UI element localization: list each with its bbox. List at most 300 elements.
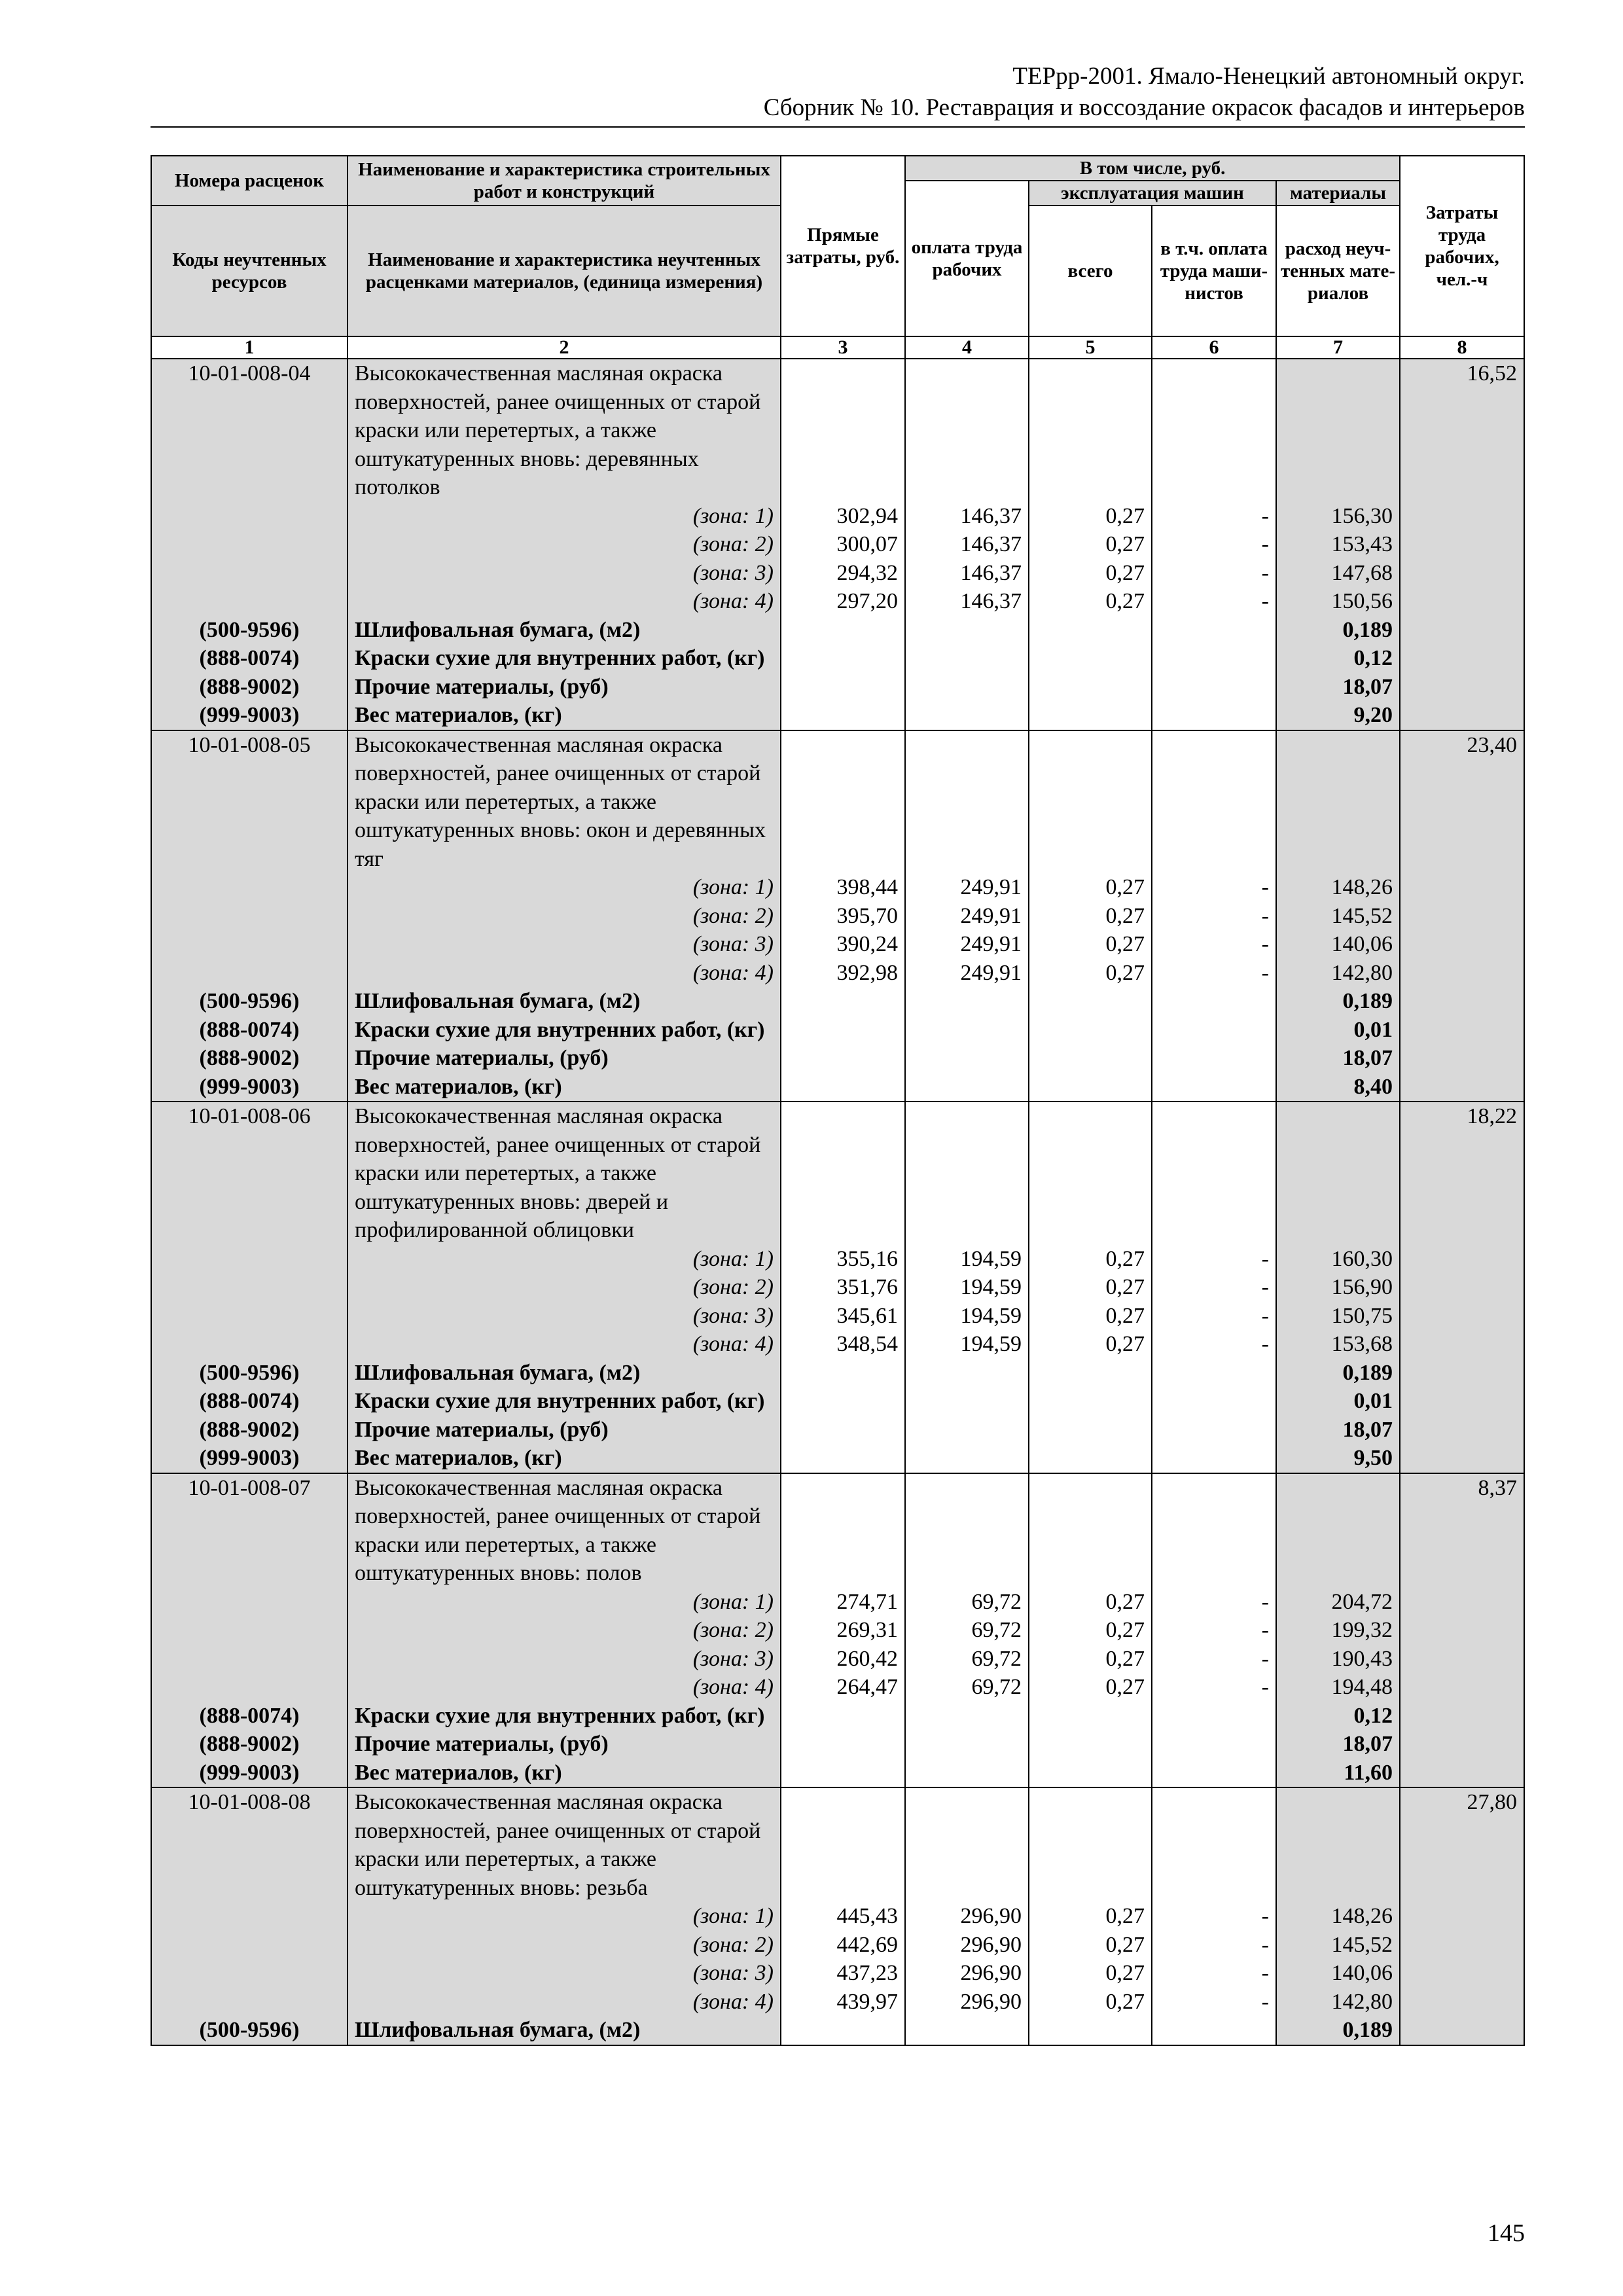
col-number: 5 xyxy=(1029,336,1152,359)
empty-cell xyxy=(781,616,905,645)
materials-cost: 150,75 xyxy=(1276,1302,1400,1331)
empty-cell xyxy=(1029,1416,1152,1444)
resource-code: (888-0074) xyxy=(151,1387,348,1416)
col1-bottom-header: Коды неучтенных ресурсов xyxy=(151,206,348,336)
zone-row xyxy=(151,959,1524,988)
resource-qty: 0,01 xyxy=(1276,1016,1400,1045)
resource-code: (888-0074) xyxy=(151,644,348,673)
empty-cell xyxy=(1152,1787,1276,1902)
col-number: 8 xyxy=(1400,336,1524,359)
machines-header: эксплуатация машин xyxy=(1029,181,1276,206)
empty-cell xyxy=(1400,1988,1524,2017)
machinist-wages: - xyxy=(1152,1616,1276,1645)
worker-wages: 69,72 xyxy=(905,1645,1029,1674)
zone-label: (зона: 4) xyxy=(348,587,781,616)
empty-cell xyxy=(1276,1473,1400,1588)
resource-code: (888-9002) xyxy=(151,1044,348,1073)
empty-cell xyxy=(151,559,348,588)
empty-cell xyxy=(1152,2016,1276,2045)
col3-header: Прямые затраты, руб. xyxy=(781,156,905,336)
empty-cell xyxy=(905,673,1029,702)
empty-cell xyxy=(781,2016,905,2045)
empty-cell xyxy=(1029,644,1152,673)
direct-cost: 437,23 xyxy=(781,1959,905,1988)
machines-total: 0,27 xyxy=(1029,1588,1152,1617)
empty-cell xyxy=(1029,730,1152,874)
rate-row xyxy=(151,730,1524,874)
empty-cell xyxy=(781,1473,905,1588)
empty-cell xyxy=(1400,1616,1524,1645)
machines-total: 0,27 xyxy=(1029,902,1152,931)
empty-cell xyxy=(905,1702,1029,1731)
zone-row xyxy=(151,1902,1524,1931)
empty-cell xyxy=(1400,1702,1524,1731)
empty-cell xyxy=(781,987,905,1016)
worker-wages: 296,90 xyxy=(905,1931,1029,1960)
rate-group xyxy=(151,1787,1524,2045)
empty-cell xyxy=(905,1016,1029,1045)
resource-qty: 18,07 xyxy=(1276,1730,1400,1759)
machinist-wages: - xyxy=(1152,1645,1276,1674)
empty-cell xyxy=(1029,2016,1152,2045)
direct-cost: 264,47 xyxy=(781,1673,905,1702)
rate-name: Высококачественная масляная окраска поверхностей, ранее очищенных от старой краски или перетертых, а также оштукатуренных вновь: окон и деревянных тяг xyxy=(348,730,781,874)
empty-cell xyxy=(1152,1416,1276,1444)
empty-cell xyxy=(151,1959,348,1988)
materials-cost: 148,26 xyxy=(1276,873,1400,902)
direct-cost: 348,54 xyxy=(781,1330,905,1359)
col-number: 1 xyxy=(151,336,348,359)
empty-cell xyxy=(781,1016,905,1045)
resource-row xyxy=(151,1073,1524,1102)
rate-group xyxy=(151,730,1524,1102)
labor-cost: 23,40 xyxy=(1400,730,1524,874)
resource-row xyxy=(151,616,1524,645)
empty-cell xyxy=(151,1330,348,1359)
zone-label: (зона: 2) xyxy=(348,530,781,559)
zone-row xyxy=(151,873,1524,902)
header-rule xyxy=(151,126,1525,128)
empty-cell xyxy=(1152,1359,1276,1388)
col5-header: всего xyxy=(1029,206,1152,336)
machines-total: 0,27 xyxy=(1029,587,1152,616)
zone-label: (зона: 1) xyxy=(348,1588,781,1617)
empty-cell xyxy=(781,1359,905,1388)
empty-cell xyxy=(1400,1645,1524,1674)
worker-wages: 249,91 xyxy=(905,959,1029,988)
direct-cost: 442,69 xyxy=(781,1931,905,1960)
empty-cell xyxy=(1029,359,1152,502)
resource-row xyxy=(151,1387,1524,1416)
direct-cost: 294,32 xyxy=(781,559,905,588)
resource-name: Вес материалов, (кг) xyxy=(348,1759,781,1788)
rate-group xyxy=(151,359,1524,730)
machines-total: 0,27 xyxy=(1029,1931,1152,1960)
rate-row xyxy=(151,1102,1524,1245)
machines-total: 0,27 xyxy=(1029,1959,1152,1988)
empty-cell xyxy=(151,1302,348,1331)
empty-cell xyxy=(1400,1759,1524,1788)
empty-cell xyxy=(781,1730,905,1759)
zone-row xyxy=(151,559,1524,588)
direct-cost: 390,24 xyxy=(781,930,905,959)
machines-total: 0,27 xyxy=(1029,1673,1152,1702)
empty-cell xyxy=(1152,1444,1276,1473)
empty-cell xyxy=(1276,1102,1400,1245)
resource-name: Прочие материалы, (руб) xyxy=(348,1044,781,1073)
resource-row xyxy=(151,701,1524,730)
zone-label: (зона: 2) xyxy=(348,1931,781,1960)
empty-cell xyxy=(905,1073,1029,1102)
empty-cell xyxy=(151,1273,348,1302)
materials-cost: 156,30 xyxy=(1276,502,1400,531)
resource-name: Прочие материалы, (руб) xyxy=(348,1416,781,1444)
machinist-wages: - xyxy=(1152,1931,1276,1960)
zone-row xyxy=(151,502,1524,531)
zone-label: (зона: 3) xyxy=(348,1645,781,1674)
empty-cell xyxy=(1152,1044,1276,1073)
empty-cell xyxy=(1152,1702,1276,1731)
empty-cell xyxy=(1400,644,1524,673)
worker-wages: 249,91 xyxy=(905,873,1029,902)
zone-row xyxy=(151,902,1524,931)
empty-cell xyxy=(1400,1273,1524,1302)
col1-top-header: Номера расценок xyxy=(151,156,348,206)
zone-row xyxy=(151,1645,1524,1674)
empty-cell xyxy=(1029,1473,1152,1588)
empty-cell xyxy=(151,1645,348,1674)
resource-name: Шлифовальная бумага, (м2) xyxy=(348,1359,781,1388)
machinist-wages: - xyxy=(1152,873,1276,902)
resource-code: (888-9002) xyxy=(151,673,348,702)
empty-cell xyxy=(151,587,348,616)
rate-code: 10-01-008-08 xyxy=(151,1787,348,1902)
empty-cell xyxy=(151,1673,348,1702)
machinist-wages: - xyxy=(1152,930,1276,959)
resource-name: Краски сухие для внутренних работ, (кг) xyxy=(348,644,781,673)
resource-code: (888-0074) xyxy=(151,1702,348,1731)
zone-row xyxy=(151,587,1524,616)
empty-cell xyxy=(781,1787,905,1902)
machinist-wages: - xyxy=(1152,1302,1276,1331)
worker-wages: 249,91 xyxy=(905,930,1029,959)
resource-row xyxy=(151,987,1524,1016)
rate-group xyxy=(151,1102,1524,1473)
resource-name: Прочие материалы, (руб) xyxy=(348,1730,781,1759)
machines-total: 0,27 xyxy=(1029,1302,1152,1331)
empty-cell xyxy=(1029,701,1152,730)
empty-cell xyxy=(1400,1444,1524,1473)
worker-wages: 146,37 xyxy=(905,559,1029,588)
empty-cell xyxy=(1400,1416,1524,1444)
empty-cell xyxy=(1400,1673,1524,1702)
empty-cell xyxy=(1400,930,1524,959)
machinist-wages: - xyxy=(1152,530,1276,559)
empty-cell xyxy=(905,1416,1029,1444)
empty-cell xyxy=(1029,1702,1152,1731)
direct-cost: 345,61 xyxy=(781,1302,905,1331)
resource-name: Шлифовальная бумага, (м2) xyxy=(348,2016,781,2045)
machines-total: 0,27 xyxy=(1029,1645,1152,1674)
machinist-wages: - xyxy=(1152,1988,1276,2017)
empty-cell xyxy=(1400,701,1524,730)
zone-row xyxy=(151,1673,1524,1702)
empty-cell xyxy=(151,1931,348,1960)
empty-cell xyxy=(1152,1730,1276,1759)
rate-code: 10-01-008-05 xyxy=(151,730,348,874)
empty-cell xyxy=(1152,987,1276,1016)
empty-cell xyxy=(905,1787,1029,1902)
empty-cell xyxy=(905,1387,1029,1416)
materials-cost: 142,80 xyxy=(1276,959,1400,988)
empty-cell xyxy=(905,616,1029,645)
materials-cost: 199,32 xyxy=(1276,1616,1400,1645)
resource-row xyxy=(151,673,1524,702)
empty-cell xyxy=(1029,1102,1152,1245)
zone-label: (зона: 4) xyxy=(348,1330,781,1359)
direct-cost: 274,71 xyxy=(781,1588,905,1617)
materials-cost: 160,30 xyxy=(1276,1245,1400,1274)
zone-label: (зона: 3) xyxy=(348,930,781,959)
machinist-wages: - xyxy=(1152,1330,1276,1359)
machines-total: 0,27 xyxy=(1029,502,1152,531)
materials-cost: 153,68 xyxy=(1276,1330,1400,1359)
col-number: 6 xyxy=(1152,336,1276,359)
labor-cost: 18,22 xyxy=(1400,1102,1524,1245)
machinist-wages: - xyxy=(1152,1959,1276,1988)
machines-total: 0,27 xyxy=(1029,1902,1152,1931)
empty-cell xyxy=(905,1044,1029,1073)
empty-cell xyxy=(1400,1016,1524,1045)
machines-total: 0,27 xyxy=(1029,559,1152,588)
materials-cost: 145,52 xyxy=(1276,902,1400,931)
empty-cell xyxy=(1400,1330,1524,1359)
resource-name: Краски сухие для внутренних работ, (кг) xyxy=(348,1702,781,1731)
empty-cell xyxy=(151,1616,348,1645)
resource-code: (999-9003) xyxy=(151,1444,348,1473)
empty-cell xyxy=(1029,1016,1152,1045)
zone-row xyxy=(151,1588,1524,1617)
labor-cost: 27,80 xyxy=(1400,1787,1524,1902)
empty-cell xyxy=(1029,1759,1152,1788)
worker-wages: 194,59 xyxy=(905,1302,1029,1331)
machinist-wages: - xyxy=(1152,587,1276,616)
worker-wages: 296,90 xyxy=(905,1988,1029,2017)
empty-cell xyxy=(151,502,348,531)
zone-label: (зона: 2) xyxy=(348,1273,781,1302)
column-numbers-row xyxy=(151,336,1524,359)
resource-name: Шлифовальная бумага, (м2) xyxy=(348,987,781,1016)
empty-cell xyxy=(1029,673,1152,702)
direct-cost: 302,94 xyxy=(781,502,905,531)
rate-row xyxy=(151,1787,1524,1902)
empty-cell xyxy=(905,359,1029,502)
empty-cell xyxy=(1029,1359,1152,1388)
materials-cost: 147,68 xyxy=(1276,559,1400,588)
resource-code: (999-9003) xyxy=(151,1073,348,1102)
resource-qty: 11,60 xyxy=(1276,1759,1400,1788)
resource-row xyxy=(151,1044,1524,1073)
empty-cell xyxy=(905,1444,1029,1473)
resource-row xyxy=(151,1416,1524,1444)
empty-cell xyxy=(1400,587,1524,616)
empty-cell xyxy=(1400,616,1524,645)
materials-header: материалы xyxy=(1276,181,1400,206)
empty-cell xyxy=(781,1044,905,1073)
empty-cell xyxy=(1029,1387,1152,1416)
rate-name: Высококачественная масляная окраска поверхностей, ранее очищенных от старой краски или перетертых, а также оштукатуренных вновь: резьба xyxy=(348,1787,781,1902)
direct-cost: 398,44 xyxy=(781,873,905,902)
machines-total: 0,27 xyxy=(1029,1988,1152,2017)
zone-label: (зона: 3) xyxy=(348,559,781,588)
empty-cell xyxy=(1400,873,1524,902)
empty-cell xyxy=(781,644,905,673)
empty-cell xyxy=(1400,1730,1524,1759)
empty-cell xyxy=(781,1073,905,1102)
empty-cell xyxy=(1152,1073,1276,1102)
machines-total: 0,27 xyxy=(1029,1273,1152,1302)
resource-qty: 0,189 xyxy=(1276,987,1400,1016)
worker-wages: 146,37 xyxy=(905,587,1029,616)
col-number: 2 xyxy=(348,336,781,359)
table-header xyxy=(151,156,1524,359)
machines-total: 0,27 xyxy=(1029,930,1152,959)
empty-cell xyxy=(905,701,1029,730)
worker-wages: 194,59 xyxy=(905,1245,1029,1274)
resource-code: (888-0074) xyxy=(151,1016,348,1045)
col2-top-header: Наименование и характеристика строительных работ и конструкций xyxy=(348,156,781,206)
direct-cost: 269,31 xyxy=(781,1616,905,1645)
machinist-wages: - xyxy=(1152,1902,1276,1931)
materials-cost: 190,43 xyxy=(1276,1645,1400,1674)
empty-cell xyxy=(1029,1444,1152,1473)
resource-code: (500-9596) xyxy=(151,616,348,645)
empty-cell xyxy=(1400,673,1524,702)
col-number: 4 xyxy=(905,336,1029,359)
empty-cell xyxy=(1152,616,1276,645)
rate-name: Высококачественная масляная окраска поверхностей, ранее очищенных от старой краски или перетертых, а также оштукатуренных вновь: деревянных потолков xyxy=(348,359,781,502)
empty-cell xyxy=(151,930,348,959)
materials-cost: 140,06 xyxy=(1276,1959,1400,1988)
resource-qty: 0,189 xyxy=(1276,616,1400,645)
empty-cell xyxy=(1400,1902,1524,1931)
empty-cell xyxy=(151,1588,348,1617)
resource-code: (888-9002) xyxy=(151,1730,348,1759)
resource-code: (999-9003) xyxy=(151,1759,348,1788)
empty-cell xyxy=(781,673,905,702)
materials-cost: 148,26 xyxy=(1276,1902,1400,1931)
resource-qty: 0,01 xyxy=(1276,1387,1400,1416)
empty-cell xyxy=(781,730,905,874)
empty-cell xyxy=(151,1245,348,1274)
empty-cell xyxy=(1400,902,1524,931)
empty-cell xyxy=(905,730,1029,874)
empty-cell xyxy=(1029,1787,1152,1902)
resource-row xyxy=(151,1359,1524,1388)
empty-cell xyxy=(1400,502,1524,531)
worker-wages: 194,59 xyxy=(905,1330,1029,1359)
empty-cell xyxy=(1400,1302,1524,1331)
resource-qty: 18,07 xyxy=(1276,1416,1400,1444)
empty-cell xyxy=(1152,1759,1276,1788)
empty-cell xyxy=(781,701,905,730)
empty-cell xyxy=(905,1759,1029,1788)
direct-cost: 392,98 xyxy=(781,959,905,988)
worker-wages: 194,59 xyxy=(905,1273,1029,1302)
page-number: 145 xyxy=(1488,2219,1525,2247)
rate-row xyxy=(151,359,1524,502)
resource-qty: 0,189 xyxy=(1276,2016,1400,2045)
empty-cell xyxy=(1400,1959,1524,1988)
empty-cell xyxy=(1400,1588,1524,1617)
resource-qty: 0,12 xyxy=(1276,1702,1400,1731)
empty-cell xyxy=(781,1444,905,1473)
resource-name: Вес материалов, (кг) xyxy=(348,1444,781,1473)
zone-label: (зона: 1) xyxy=(348,1245,781,1274)
empty-cell xyxy=(781,1702,905,1731)
zone-row xyxy=(151,1931,1524,1960)
empty-cell xyxy=(1400,2016,1524,2045)
col2-bottom-header: Наименование и характеристика неучтенных расценками материалов, (единица измерения) xyxy=(348,206,781,336)
zone-label: (зона: 1) xyxy=(348,502,781,531)
zone-row xyxy=(151,1273,1524,1302)
col6-header: в т.ч. оплата труда маши-нистов xyxy=(1152,206,1276,336)
resource-code: (888-9002) xyxy=(151,1416,348,1444)
zone-row xyxy=(151,1988,1524,2017)
empty-cell xyxy=(1400,1073,1524,1102)
resource-qty: 9,20 xyxy=(1276,701,1400,730)
resource-qty: 0,189 xyxy=(1276,1359,1400,1388)
resource-name: Прочие материалы, (руб) xyxy=(348,673,781,702)
resource-row xyxy=(151,1702,1524,1731)
empty-cell xyxy=(1152,673,1276,702)
zone-label: (зона: 4) xyxy=(348,959,781,988)
rate-code: 10-01-008-07 xyxy=(151,1473,348,1588)
worker-wages: 69,72 xyxy=(905,1616,1029,1645)
resource-code: (500-9596) xyxy=(151,987,348,1016)
empty-cell xyxy=(1276,730,1400,874)
empty-cell xyxy=(781,1102,905,1245)
zone-row xyxy=(151,1302,1524,1331)
empty-cell xyxy=(781,1759,905,1788)
col-number: 3 xyxy=(781,336,905,359)
empty-cell xyxy=(1400,559,1524,588)
direct-cost: 300,07 xyxy=(781,530,905,559)
empty-cell xyxy=(1152,1473,1276,1588)
resource-qty: 18,07 xyxy=(1276,673,1400,702)
materials-cost: 140,06 xyxy=(1276,930,1400,959)
empty-cell xyxy=(905,2016,1029,2045)
empty-cell xyxy=(1152,644,1276,673)
zone-label: (зона: 3) xyxy=(348,1302,781,1331)
machinist-wages: - xyxy=(1152,1673,1276,1702)
empty-cell xyxy=(1276,1787,1400,1902)
zone-row xyxy=(151,530,1524,559)
direct-cost: 439,97 xyxy=(781,1988,905,2017)
worker-wages: 146,37 xyxy=(905,530,1029,559)
resource-row xyxy=(151,1759,1524,1788)
empty-cell xyxy=(1400,1044,1524,1073)
materials-cost: 142,80 xyxy=(1276,1988,1400,2017)
incl-header: В том числе, руб. xyxy=(905,156,1400,181)
empty-cell xyxy=(151,1902,348,1931)
machines-total: 0,27 xyxy=(1029,1245,1152,1274)
empty-cell xyxy=(1400,1359,1524,1388)
rate-name: Высококачественная масляная окраска поверхностей, ранее очищенных от старой краски или перетертых, а также оштукатуренных вновь: дверей и профилированной облицовки xyxy=(348,1102,781,1245)
empty-cell xyxy=(151,873,348,902)
col-number: 7 xyxy=(1276,336,1400,359)
empty-cell xyxy=(1029,1044,1152,1073)
